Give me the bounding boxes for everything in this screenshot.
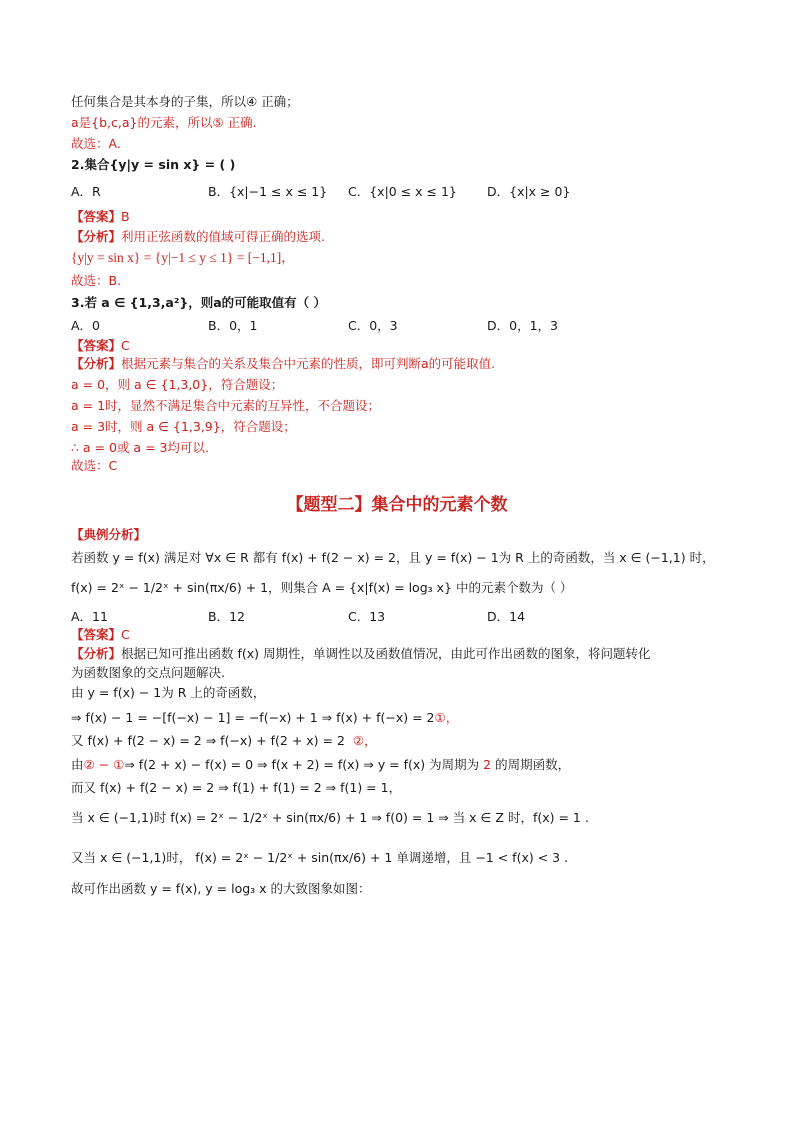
answer-tag: 【答案】 <box>71 627 122 642</box>
work-line: ∴ a = 0或 a = 3均可以. <box>71 440 209 455</box>
analysis-tag: 【分析】 <box>71 229 122 244</box>
option-d: D．14 <box>487 609 526 624</box>
problem-line: f(x) = 2ˣ − 1/2ˣ + sin(πx/6) + 1，则集合 A = {x|f(x) = log₃ x} 中的元素个数为（ ） <box>71 580 573 595</box>
answer-value: C <box>121 627 130 642</box>
work-line: a = 3时，则 a ∈ {1,3,9}，符合题设； <box>71 419 296 434</box>
equation: 又 f(x) + f(2 − x) = 2 ⇒ f(−x) + f(2 + x) = 2 <box>71 733 345 748</box>
work-line: {y|y = sin x} = {y|−1 ≤ y ≤ 1} = [−1,1]， <box>71 250 295 265</box>
problem-line: 若函数 y = f(x) 满足对 ∀x ∈ R 都有 f(x) + f(2 − x) = 2，且 y = f(x) − 1为 R 上的奇函数，当 x ∈ (−1,1) 时， <box>71 550 715 565</box>
choose-line: 故选：C <box>71 458 118 473</box>
text-line: a是{b,c,a}的元素，所以⑤ 正确. <box>71 115 257 130</box>
work-line: a = 0，则 a ∈ {1,3,0}，符合题设； <box>71 377 284 392</box>
analysis-text: 根据已知可推出函数 f(x) 周期性，单调性以及函数值情况，由此可作出函数的图象，将问题转化 <box>121 646 651 661</box>
analysis-line <box>71 229 325 245</box>
answer-tag: 【答案】 <box>71 209 122 224</box>
option-b: B．12 <box>208 609 245 624</box>
option-a: A．R <box>71 184 101 199</box>
text: 由 <box>71 757 84 772</box>
question-stem: 3.若 a ∈ {1,3,a²}，则a的可能取值有（ ） <box>71 295 327 310</box>
analysis-tag: 【分析】 <box>71 646 122 661</box>
text: 的周期函数， <box>495 757 571 772</box>
option-c: C．13 <box>348 609 386 624</box>
equation-marker: ①， <box>434 710 459 725</box>
option-a: A．11 <box>71 609 108 624</box>
work-line: a = 1时，显然不满足集合中元素的互异性，不合题设； <box>71 398 381 413</box>
question-stem: 2.集合{y|y = sin x} = ( ) <box>71 157 236 172</box>
work-line <box>71 733 377 749</box>
work-line: 故可作出函数 y = f(x), y = log₃ x 的大致图象如图： <box>71 881 371 896</box>
option-b: B．0，1 <box>208 318 258 333</box>
subsection-title: 【典例分析】 <box>71 527 147 542</box>
analysis-tag: 【分析】 <box>71 356 122 371</box>
text-line: 任何集合是其本身的子集，所以④ 正确； <box>71 94 299 109</box>
analysis-line <box>71 646 651 662</box>
option-c: C．0，3 <box>348 318 398 333</box>
answer-line <box>71 338 130 354</box>
option-a: A．0 <box>71 318 101 333</box>
work-line <box>71 710 458 726</box>
section-title: 【题型二】集合中的元素个数 <box>286 495 508 515</box>
work-line: 而又 f(x) + f(2 − x) = 2 ⇒ f(1) + f(1) = 2 ⇒ f(1) = 1， <box>71 780 402 795</box>
answer-value: C <box>121 338 130 353</box>
analysis-text: 根据元素与集合的关系及集合中元素的性质，即可判断a的可能取值. <box>121 356 496 371</box>
analysis-line <box>71 356 495 372</box>
option-b: B．{x|−1 ≤ x ≤ 1} <box>208 184 328 199</box>
choose-line: 故选：B. <box>71 273 122 288</box>
equation: ⇒ f(2 + x) − f(x) = 0 ⇒ f(x + 2) = f(x) ⇒ y = f(x) 为周期为 <box>124 757 480 772</box>
work-line: 当 x ∈ (−1,1)时 f(x) = 2ˣ − 1/2ˣ + sin(πx/6) + 1 ⇒ f(0) = 1 ⇒ 当 x ∈ Z 时，f(x) = 1 . <box>71 810 589 825</box>
work-line: 由 y = f(x) − 1为 R 上的奇函数， <box>71 685 266 700</box>
option-d: D．0，1，3 <box>487 318 558 333</box>
answer-line <box>71 627 130 643</box>
equation-marker: ② − ① <box>83 757 125 772</box>
option-d: D．{x|x ≥ 0} <box>487 184 571 199</box>
answer-tag: 【答案】 <box>71 338 122 353</box>
answer-line <box>71 209 130 225</box>
text-line: 故选：A. <box>71 136 121 151</box>
answer-value: B <box>121 209 130 224</box>
period-value: 2 <box>483 757 492 772</box>
equation-marker: ②， <box>352 733 377 748</box>
work-line <box>71 757 570 773</box>
option-c: C．{x|0 ≤ x ≤ 1} <box>348 184 457 199</box>
work-line: 又当 x ∈ (−1,1)时， f(x) = 2ˣ − 1/2ˣ + sin(πx/6) + 1 单调递增，且 −1 < f(x) < 3 . <box>71 850 569 865</box>
analysis-text: 利用正弦函数的值域可得正确的选项. <box>121 229 325 244</box>
analysis-line: 为函数图象的交点问题解决. <box>71 665 225 680</box>
equation: ⇒ f(x) − 1 = −[f(−x) − 1] = −f(−x) + 1 ⇒ f(x) + f(−x) = 2 <box>71 710 435 725</box>
